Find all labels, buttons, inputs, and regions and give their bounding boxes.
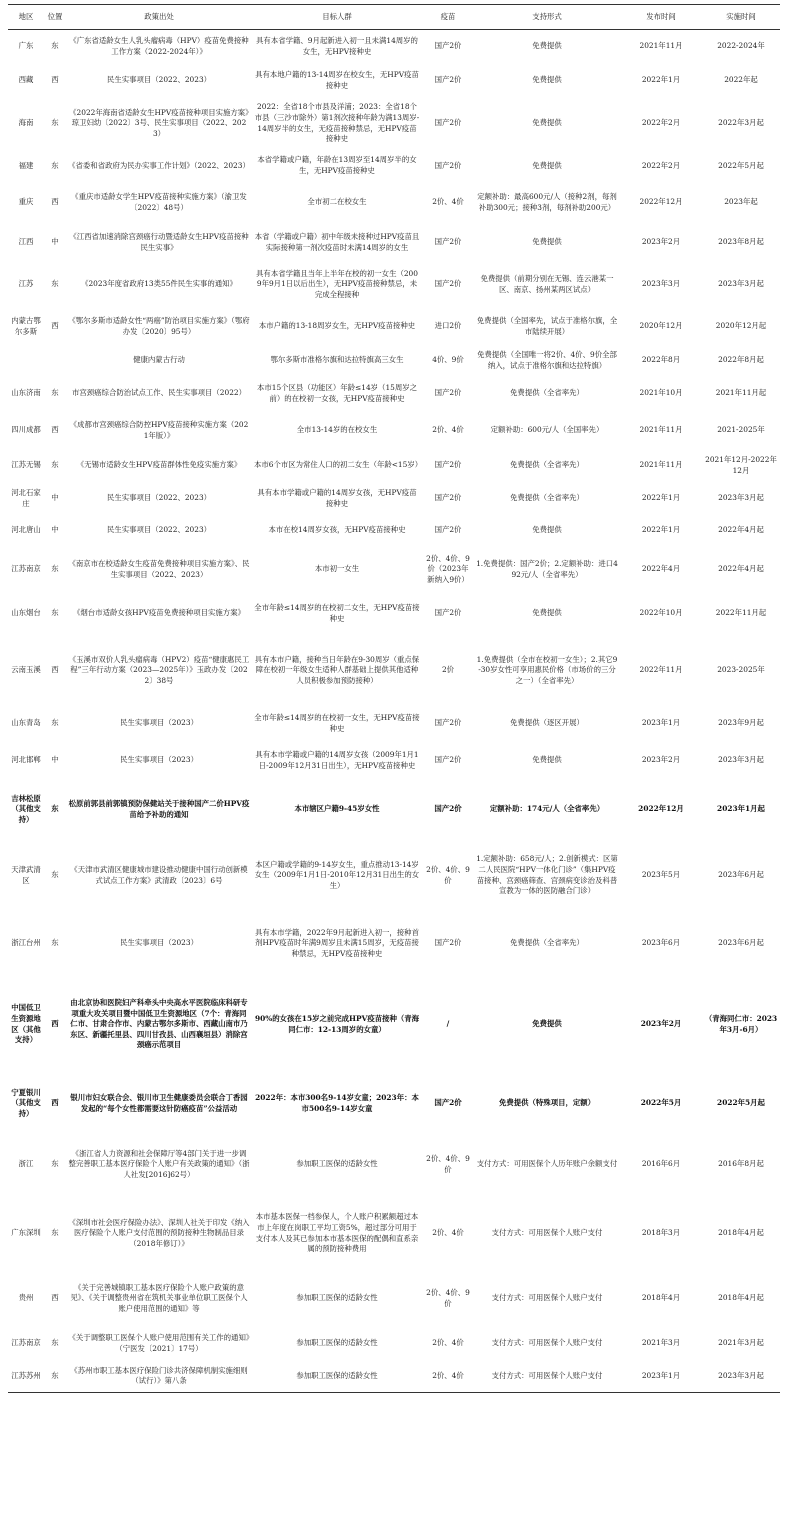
cell-vaccine: 2价、4价、9价	[426, 1287, 470, 1308]
cell-release-date: 2023年2月	[640, 1019, 682, 1029]
cell-position: 东	[51, 460, 59, 470]
cell-region: 海南	[18, 118, 34, 128]
table-row	[8, 1075, 780, 1133]
cell-policy-source: 松原前郭县前郭镇预防保健站关于接种国产二价HPV疫苗给予补助的通知	[68, 798, 250, 819]
cell-policy-source: 《江西省加速消除宫颈癌行动暨适龄女生HPV疫苗接种民生实事》	[69, 231, 249, 252]
cell-region: 浙江台州	[11, 938, 41, 948]
cell-target-group: 本市基本医保一档参保人，个人账户积累额超过本市上年度在岗职工平均工资5%，超过部分可用于支付本人及其已参加本市基本医保的配偶和直系亲属的预防接种费用	[255, 1212, 419, 1254]
cell-policy-source: 《玉溪市双价人乳头瘤病毒（HPV2）疫苗“健康惠民工程”三年行动方案（2023—2025年）》玉政办发〔2022〕38号	[68, 654, 250, 685]
cell-target-group: 本省（学籍或户籍）初中年级未接种过HPV疫苗且实际接种第一剂次疫苗时未满14周岁的女生	[254, 231, 420, 252]
cell-position: 中	[51, 493, 59, 503]
cell-target-group: 具有本省学籍、9月起新进入初一且未满14周岁的女生，无HPV接种史	[256, 36, 418, 56]
cell-policy-source: 民生实事项目（2023）	[120, 718, 198, 728]
cell-position: 东	[51, 870, 59, 880]
table-row	[8, 593, 780, 635]
cell-release-date: 2023年1月	[641, 718, 681, 728]
cell-implementation-date: 2022年8月起	[718, 355, 764, 365]
cell-policy-source: 银川市妇女联合会、银川市卫生健康委员会联合丁香园发起的“每个女性都需要这针防癌疫苗”公益活动	[70, 1092, 248, 1113]
header-target-group: 目标人群	[252, 5, 422, 30]
cell-implementation-date: 2018年4月起	[718, 1228, 764, 1238]
cell-region: 河北邯郸	[11, 755, 41, 765]
cell-policy-source: 民生实事项目（2023）	[120, 755, 198, 765]
cell-target-group: 参加职工医保的适龄女性	[296, 1159, 378, 1169]
cell-support-form: 定额补助：最高600元/人（接种2剂，每剂补助300元；接种3剂，每剂补助200元）	[477, 191, 617, 212]
table-row	[8, 98, 780, 150]
cell-support-form: 免费提供	[532, 118, 562, 128]
cell-support-form: 免费提供	[532, 608, 562, 618]
cell-target-group: 本市辖区户籍9-45岁女性	[294, 804, 380, 814]
cell-implementation-date: 2022年起	[724, 75, 758, 85]
cell-support-form: 免费提供	[532, 160, 562, 170]
cell-vaccine: 国产2价	[434, 938, 462, 948]
cell-position: 东	[51, 118, 59, 128]
cell-region: 江苏南京	[11, 564, 41, 574]
table-row	[8, 223, 780, 263]
cell-target-group: 本市在校14周岁女孩，无HPV疫苗接种史	[268, 525, 406, 535]
cell-policy-source: 《省委和省政府为民办实事工作计划》（2022、2023）	[68, 160, 250, 170]
cell-release-date: 2022年1月	[641, 493, 681, 503]
table-row	[8, 515, 780, 547]
cell-position: 西	[51, 197, 59, 207]
cell-implementation-date: 2023年8月起	[718, 237, 764, 247]
cell-position: 东	[51, 608, 59, 618]
cell-position: 东	[51, 388, 59, 398]
cell-policy-source: 《2023年度省政府13类55件民生实事的通知》	[81, 279, 237, 289]
cell-support-form: 支付方式：可用医保个人账户支付	[491, 1338, 603, 1348]
cell-release-date: 2016年6月	[641, 1159, 681, 1169]
header-vaccine: 疫苗	[422, 5, 474, 30]
cell-support-form: 1.免费提供：国产2价；2.定额补助：进口492元/人（全省率先）	[476, 558, 618, 579]
cell-position: 东	[51, 564, 59, 574]
cell-release-date: 2021年11月	[639, 425, 683, 435]
cell-implementation-date: 2016年8月起	[718, 1159, 764, 1169]
table-row	[8, 413, 780, 449]
cell-support-form: 免费提供（全省率先）	[510, 460, 584, 470]
cell-vaccine: /	[446, 1019, 450, 1029]
cell-support-form: 1.定额补助：658元/人；2.创新模式：区第二人民医院“HPV一体化门诊”（集HPV疫苗接种、宫颈癌筛查、宫颈病变诊治及科普宣教为一体的医防融合门诊）	[476, 854, 618, 896]
cell-position: 西	[51, 1293, 59, 1303]
cell-vaccine: 2价、4价	[432, 425, 464, 435]
cell-release-date: 2022年10月	[639, 608, 683, 618]
table-row	[8, 183, 780, 223]
cell-target-group: 具有本市户籍，接种当日年龄在9-30周岁（重点保障在校初一年级女生适种人群基础上提供其他适种人员积极参加预防接种）	[254, 654, 420, 685]
cell-target-group: 本市初一女生	[314, 564, 360, 574]
cell-region: 江苏南京	[11, 1338, 41, 1348]
table-body	[8, 30, 780, 1393]
cell-target-group: 鄂尔多斯市准格尔旗和达拉特旗高三女生	[270, 355, 404, 365]
cell-implementation-date: 2022年11月起	[715, 608, 767, 618]
cell-support-form: 免费提供（前期分别在无锡、连云港某一区、南京、扬州某两区试点）	[480, 273, 614, 294]
cell-region: 天津武清区	[11, 864, 41, 885]
cell-implementation-date: 2022年4月起	[718, 564, 764, 574]
cell-region: 江苏	[18, 279, 34, 289]
cell-release-date: 2021年3月	[641, 1338, 681, 1348]
cell-target-group: 具有本地户籍的13-14周岁在校女生，无HPV疫苗接种史	[255, 69, 419, 90]
cell-support-form: 免费提供（全省率先）	[510, 938, 584, 948]
cell-release-date: 2022年12月	[638, 804, 684, 814]
cell-policy-source: 《2022年海南省适龄女生HPV疫苗接种项目实施方案》琼卫妇幼〔2022〕3号、民生实事项目（2022、2023）	[69, 107, 249, 138]
cell-target-group: 本市户籍的13-18周岁女生，无HPV疫苗接种史	[258, 321, 416, 331]
cell-policy-source: 《鄂尔多斯市适龄女性“两癌”防治项目实施方案》（鄂府办发〔2020〕95号）	[68, 315, 250, 336]
cell-implementation-date: 2018年4月起	[718, 1293, 764, 1303]
cell-vaccine: 4价、9价	[432, 355, 464, 365]
cell-target-group: 本区户籍或学籍的9-14岁女生，重点推动13-14岁女生（2009年1月1日-2010年12月31日出生的女生）	[254, 859, 420, 890]
cell-region: 河北石家庄	[11, 487, 41, 508]
cell-position: 东	[51, 160, 59, 170]
cell-release-date: 2020年12月	[639, 321, 683, 331]
cell-release-date: 2018年4月	[641, 1293, 681, 1303]
table-row	[8, 839, 780, 913]
cell-vaccine: 国产2价	[434, 608, 462, 618]
cell-region: 河北唐山	[11, 525, 41, 535]
table-row	[8, 150, 780, 183]
cell-target-group: 本市15个区县（功能区）年龄≤14岁（15周岁之前）的在校初一女孩，无HPV疫苗接种史	[256, 382, 418, 403]
header-support-form: 支持形式	[474, 5, 620, 30]
table-row	[8, 1361, 780, 1393]
table-row	[8, 64, 780, 98]
cell-vaccine: 国产2价	[434, 460, 462, 470]
cell-target-group: 参加职工医保的适龄女性	[296, 1338, 378, 1348]
cell-vaccine: 国产2价	[434, 279, 462, 289]
cell-vaccine: 国产2价	[434, 41, 462, 51]
cell-vaccine: 国产2价	[434, 160, 462, 170]
cell-region: 江西	[18, 237, 34, 247]
cell-vaccine: 国产2价	[434, 237, 462, 247]
cell-implementation-date: 2023年3月起	[718, 279, 764, 289]
cell-vaccine: 2价、4价	[432, 1338, 464, 1348]
header-implementation-date: 实施时间	[702, 5, 780, 30]
cell-implementation-date: 2023年9月起	[718, 718, 764, 728]
cell-implementation-date: 2022年5月起	[717, 1098, 765, 1108]
cell-implementation-date: 2023年3月起	[718, 493, 764, 503]
table-row	[8, 30, 780, 64]
cell-region: 吉林松原（其他支持）	[11, 793, 41, 824]
cell-release-date: 2018年3月	[641, 1228, 681, 1238]
cell-release-date: 2022年1月	[641, 525, 681, 535]
cell-release-date: 2022年4月	[641, 564, 681, 574]
cell-target-group: 本市6个市区为常住人口的初二女生（年龄<15岁）	[254, 460, 422, 470]
table-row	[8, 1197, 780, 1271]
header-release-date: 发布时间	[620, 5, 702, 30]
cell-support-form: 免费提供（逐区开展）	[510, 718, 584, 728]
cell-release-date: 2023年2月	[641, 755, 681, 765]
table-row	[8, 347, 780, 375]
table-row	[8, 449, 780, 483]
cell-policy-source: 《深圳市社会医疗保险办法》、深圳人社关于印发《纳入医疗保险个人账户支付范围的预防接种生物制品目录（2018年修订）》	[68, 1217, 250, 1248]
cell-vaccine: 进口2价	[434, 321, 462, 331]
cell-vaccine: 国产2价	[434, 804, 462, 814]
cell-position: 中	[51, 237, 59, 247]
cell-region: 西藏	[18, 75, 34, 85]
cell-position: 中	[51, 525, 59, 535]
header-position: 位置	[44, 5, 66, 30]
cell-region: 江苏苏州	[8, 1361, 44, 1393]
cell-release-date: 2023年6月	[641, 938, 681, 948]
cell-implementation-date: 2023年起	[724, 197, 758, 207]
cell-target-group: 2022：全省18个市县及洋浦；2023：全省18个市县（三沙市除外）第1剂次接种年龄为满13周岁-14周岁半的女生，无疫苗接种禁忌，无HPV疫苗接种史	[254, 102, 420, 144]
cell-region: 山东烟台	[11, 608, 41, 618]
cell-support-form: 免费提供（全省率先）	[510, 388, 584, 398]
cell-implementation-date: 2021年12月-2022年12月	[705, 454, 777, 475]
cell-target-group: 2022年：本市300名9-14岁女童；2023年：本市500名9-14岁女童	[255, 1092, 419, 1113]
cell-position: 东	[51, 804, 59, 814]
cell-region: 浙江	[18, 1159, 34, 1169]
cell-region: 贵州	[18, 1293, 34, 1303]
cell-policy-source: 《关于调整职工医保个人账户使用范围有关工作的通知》（宁医发〔2021〕17号）	[68, 1332, 250, 1353]
table-row	[8, 707, 780, 741]
table-row	[8, 1327, 780, 1361]
cell-release-date: 2023年2月	[641, 237, 681, 247]
cell-vaccine: 国产2价	[434, 718, 462, 728]
table-row	[8, 781, 780, 839]
cell-region: 宁夏银川（其他支持）	[11, 1087, 41, 1118]
cell-policy-source: 《南京市在校适龄女生疫苗免费接种项目实施方案》、民生实事项目（2022、2023）	[68, 558, 250, 579]
cell-target-group: 本省学籍或户籍，年龄在13周岁至14周岁半的女生，无HPV疫苗接种史	[257, 155, 417, 175]
cell-policy-source: 《重庆市适龄女学生HPV疫苗接种实施方案》（渝卫发〔2022〕48号）	[71, 191, 247, 212]
cell-position: 东	[51, 279, 59, 289]
cell-support-form: 支付方式：可用医保个人历年账户余额支付	[476, 1159, 618, 1169]
cell-policy-source: 《关于完善城镇职工基本医疗保险个人账户政策的意见》、《关于调整贵州省在筑机关事业单位职工医保个人账户使用范围的通知》等	[70, 1282, 248, 1313]
cell-support-form: 定额补助：600元/人（全国率先）	[490, 425, 604, 435]
cell-position: 中	[51, 755, 59, 765]
cell-vaccine: 国产2价	[434, 75, 462, 85]
cell-vaccine: 2价、4价、9价（2023年新纳入9价）	[426, 553, 470, 584]
cell-release-date: 2022年8月	[641, 355, 681, 365]
cell-implementation-date: 2023-2025年	[717, 665, 765, 675]
cell-support-form: 支付方式：可用医保个人账户支付	[491, 1293, 603, 1303]
cell-implementation-date: 2023年6月起	[718, 870, 764, 880]
cell-region: 福建	[18, 160, 34, 170]
cell-support-form: 免费提供（特殊项目，定额）	[498, 1098, 596, 1108]
cell-position: 东	[51, 1338, 59, 1348]
cell-implementation-date: 2022-2024年	[717, 41, 765, 51]
header-row	[8, 5, 780, 30]
cell-policy-source: 健康内蒙古行动	[133, 355, 185, 365]
cell-policy-source: 《烟台市适龄女孩HPV疫苗免费接种项目实施方案》	[73, 608, 245, 618]
cell-region	[8, 347, 44, 375]
cell-vaccine: 2价、4价、9价	[426, 1153, 470, 1174]
cell-release-date: 2023年1月	[620, 1361, 702, 1393]
cell-policy-source: 《浙江省人力资源和社会保障厅等4部门关于进一步调整完善职工基本医疗保险个人账户有关政策的通知》（浙人社发[2016]62号）	[68, 1148, 250, 1179]
table-row	[8, 635, 780, 707]
cell-policy-source: 民生实事项目（2022、2023）	[106, 525, 212, 535]
hpv-policy-table	[8, 4, 780, 1393]
cell-position: 西	[51, 321, 59, 331]
cell-support-form: 免费提供	[532, 41, 562, 51]
header-region: 地区	[8, 5, 44, 30]
cell-release-date: 2022年12月	[639, 197, 683, 207]
cell-implementation-date: 2023年1月起	[717, 804, 765, 814]
cell-vaccine: 国产2价	[434, 388, 462, 398]
cell-region: 四川成都	[11, 425, 41, 435]
cell-implementation-date: 2023年3月起	[702, 1361, 780, 1393]
cell-release-date: 2021年11月	[639, 460, 683, 470]
table-header	[8, 5, 780, 30]
table-row	[8, 741, 780, 781]
cell-target-group: 全市年龄≤14周岁的在校初一女生，无HPV疫苗接种史	[254, 712, 420, 733]
cell-policy-source: 民生实事项目（2022、2023）	[106, 493, 212, 503]
cell-target-group: 具有本省学籍且当年上半年在校的初一女生（2009年9月1日以后出生），无HPV疫苗接种禁忌，未完成全程接种	[256, 268, 418, 299]
cell-support-form: 免费提供	[532, 525, 562, 535]
cell-support-form: 免费提供（全国唯一将2价、4价、9价全部纳入，试点于准格尔旗和达拉特旗）	[477, 349, 617, 370]
cell-region: 山东青岛	[11, 718, 41, 728]
cell-implementation-date: 2022年3月起	[718, 118, 764, 128]
cell-implementation-date: 2021年11月起	[715, 388, 767, 398]
table-row	[8, 263, 780, 307]
cell-target-group: 参加职工医保的适龄女性	[296, 1293, 378, 1303]
cell-position: 西	[51, 425, 59, 435]
cell-vaccine: 2价、4价	[432, 1228, 464, 1238]
cell-vaccine: 国产2价	[434, 755, 462, 765]
cell-target-group: 具有本市学籍，2022年9月起新进入初一，接种首剂HPV疫苗时年满9周岁且未满15周岁，无疫苗接种禁忌，无HPV疫苗接种史	[255, 927, 419, 958]
cell-release-date: 2023年3月	[641, 279, 681, 289]
table-row	[8, 1271, 780, 1327]
cell-target-group: 具有本市学籍或户籍的14周岁女孩，无HPV疫苗接种史	[257, 487, 417, 508]
cell-support-form: 免费提供	[532, 1019, 562, 1029]
cell-vaccine: 2价	[441, 665, 455, 675]
cell-support-form: 支付方式：可用医保个人账户支付	[491, 1228, 603, 1238]
cell-implementation-date: 2022年5月起	[718, 160, 764, 170]
cell-position: 西	[51, 1019, 59, 1029]
cell-position: 东	[51, 41, 59, 51]
cell-policy-source: 《无锡市适龄女生HPV疫苗群体性免疫实施方案》	[76, 460, 242, 470]
table-row	[8, 913, 780, 975]
cell-region: 中国低卫生资源地区（其他支持）	[11, 1003, 41, 1045]
table-row	[8, 375, 780, 413]
cell-policy-source: 民生实事项目（2022、2023）	[106, 75, 212, 85]
cell-release-date: 2022年1月	[641, 75, 681, 85]
cell-release-date: 2021年10月	[639, 388, 683, 398]
cell-position: 东	[44, 1361, 66, 1393]
cell-release-date: 2022年2月	[641, 118, 681, 128]
cell-implementation-date: 2021-2025年	[717, 425, 765, 435]
cell-policy-source: 《苏州市职工基本医疗保险门诊共济保障机制实施细则（试行）》第八条	[66, 1361, 252, 1393]
cell-release-date: 2023年5月	[641, 870, 681, 880]
cell-implementation-date: 2022年4月起	[718, 525, 764, 535]
cell-policy-source: 民生实事项目（2023）	[120, 938, 198, 948]
cell-target-group: 全市年龄≤14周岁的在校初二女生，无HPV疫苗接种史	[254, 602, 420, 623]
cell-position: 东	[51, 1228, 59, 1238]
cell-release-date: 2022年2月	[641, 160, 681, 170]
table-row	[8, 1133, 780, 1197]
cell-region: 广东	[18, 41, 34, 51]
cell-region: 内蒙古鄂尔多斯	[11, 315, 41, 336]
cell-policy-source: 市宫颈癌综合防治试点工作、民生实事项目（2022）	[71, 388, 246, 398]
cell-target-group: 90%的女孩在15岁之前完成HPV疫苗接种（青海同仁市：12-13周岁的女童）	[254, 1013, 420, 1034]
cell-policy-source: 由北京协和医院妇产科牵头中央高水平医院临床科研专项重大攻关项目暨中国低卫生资源地区（7个：青海同仁市、甘肃合作市、内蒙古鄂尔多斯市、西藏山南市乃东区、新疆托里县、四川甘孜县、山西襄垣县）消除宫颈癌示范项目	[70, 998, 248, 1050]
cell-support-form: 1.免费提供（全市在校初一女生）；2.其它9-30岁女性可享用惠民价格（市场价的三分之一）（全省率先）	[476, 654, 618, 685]
table-row	[8, 307, 780, 347]
cell-implementation-date: 2021年3月起	[718, 1338, 764, 1348]
cell-support-form: 定额补助：174元/人（全省率先）	[489, 804, 605, 814]
cell-target-group: 参加职工医保的适龄女性	[252, 1361, 422, 1393]
cell-vaccine: 2价、4价	[432, 197, 464, 207]
cell-region: 江苏无锡	[11, 460, 41, 470]
cell-implementation-date: 2023年3月起	[718, 755, 764, 765]
cell-support-form: 免费提供	[532, 755, 562, 765]
cell-release-date: 2021年11月	[639, 41, 683, 51]
cell-vaccine: 国产2价	[434, 493, 462, 503]
cell-target-group: 全市初二在校女生	[307, 197, 367, 207]
cell-position: 东	[51, 1159, 59, 1169]
cell-position	[44, 347, 66, 375]
cell-release-date: 2022年5月	[640, 1098, 682, 1108]
cell-release-date: 2022年11月	[639, 665, 683, 675]
cell-vaccine: 国产2价	[434, 525, 462, 535]
cell-policy-source: 《天津市武清区健康城市建设推动健康中国行动创新模式试点工作方案》武清政〔2023〕6号	[70, 864, 248, 885]
cell-policy-source: 《成都市宫颈癌综合防控HPV疫苗接种实施方案（2021年版）》	[69, 419, 249, 440]
cell-target-group: 全市13-14岁的在校女生	[296, 425, 378, 435]
cell-region: 山东济南	[11, 388, 41, 398]
cell-region: 广东深圳	[11, 1228, 41, 1238]
cell-implementation-date: 2020年12月起	[715, 321, 767, 331]
table-row	[8, 547, 780, 593]
cell-region: 重庆	[18, 197, 34, 207]
cell-position: 西	[51, 1098, 59, 1108]
cell-vaccine: 2价、4价	[422, 1361, 474, 1393]
table-row	[8, 483, 780, 515]
cell-vaccine: 2价、4价、9价	[426, 864, 470, 885]
cell-target-group: 具有本市学籍或户籍的14周岁女孩（2009年1月1日-2009年12月31日出生），无HPV疫苗接种史	[255, 749, 419, 770]
cell-implementation-date: （青海同仁市：2023年3月-6月）	[704, 1013, 778, 1034]
cell-vaccine: 国产2价	[434, 1098, 462, 1108]
cell-vaccine: 国产2价	[434, 118, 462, 128]
cell-position: 西	[51, 665, 59, 675]
cell-support-form: 免费提供（全国率先，试点于准格尔旗，全市陆续开展）	[476, 315, 618, 336]
header-policy-source: 政策出处	[66, 5, 252, 30]
cell-implementation-date: 2023年6月起	[718, 938, 764, 948]
cell-position: 西	[51, 75, 59, 85]
cell-region: 云南玉溪	[11, 665, 41, 675]
cell-support-form: 支付方式：可用医保个人账户支付	[474, 1361, 620, 1393]
cell-policy-source: 《广东省适龄女生人乳头瘤病毒（HPV）疫苗免费接种工作方案（2022-2024年）》	[69, 36, 249, 56]
cell-support-form: 免费提供（全省率先）	[510, 493, 584, 503]
cell-position: 东	[51, 718, 59, 728]
cell-support-form: 免费提供	[532, 75, 562, 85]
cell-position: 东	[51, 938, 59, 948]
table-row	[8, 975, 780, 1075]
cell-support-form: 免费提供	[532, 237, 562, 247]
